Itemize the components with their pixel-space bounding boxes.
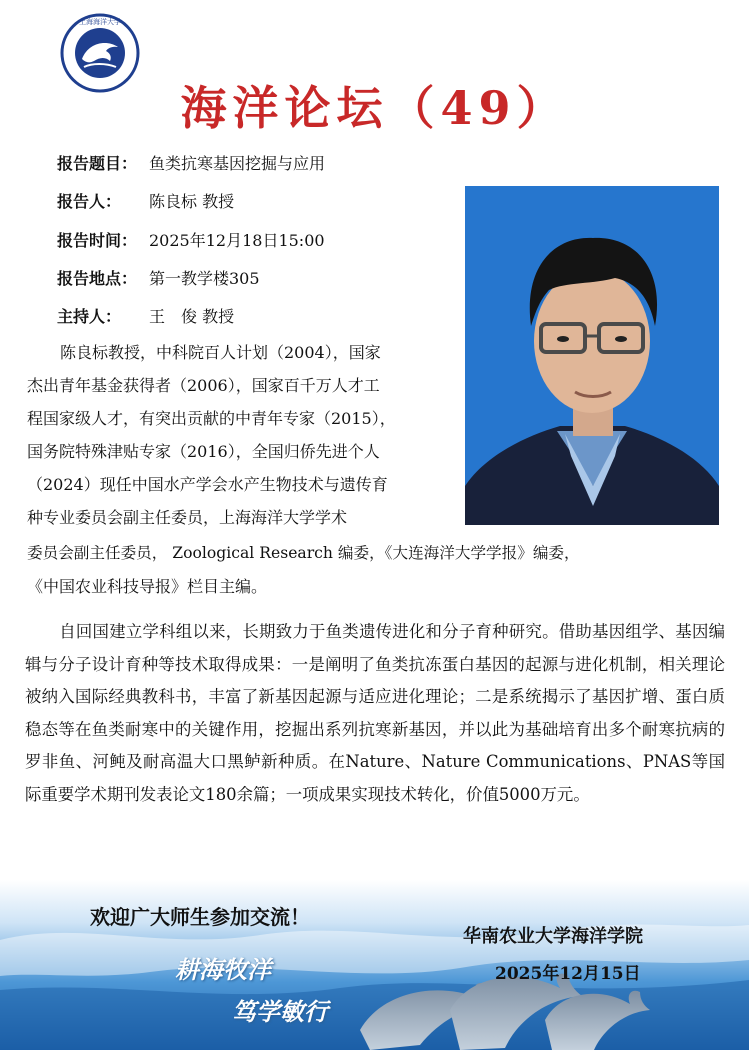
slogan-line-2: 笃学敏行 bbox=[232, 997, 328, 1026]
time-value: 2025年12月18日15:00 bbox=[149, 231, 325, 250]
issue-date: 2025年12月15日 bbox=[495, 964, 641, 984]
organizer-name: 华南农业大学海洋学院 bbox=[463, 926, 643, 947]
bio-line: （2024）现任中国水产学会水产生物技术与遗传育 bbox=[27, 475, 388, 494]
topic-value: 鱼类抗寒基因挖掘与应用 bbox=[149, 154, 326, 173]
info-row-location bbox=[57, 266, 260, 289]
bio-line: 《中国农业科技导报》栏目主编。 bbox=[27, 577, 268, 596]
research-paragraph bbox=[25, 616, 725, 811]
speaker-label: 报告人： bbox=[57, 192, 122, 211]
topic-label: 报告题目： bbox=[57, 154, 138, 173]
info-row-host bbox=[57, 304, 234, 327]
time-label: 报告时间： bbox=[57, 231, 138, 250]
svg-text:上海海洋大学: 上海海洋大学 bbox=[79, 18, 121, 26]
welcome-text: 欢迎广大师生参加交流！ bbox=[90, 905, 310, 929]
info-row-topic bbox=[57, 151, 325, 174]
page-title: 海洋论坛（49） bbox=[180, 81, 569, 135]
info-row-time bbox=[57, 228, 325, 251]
bio-line: 种专业委员会副主任委员，上海海洋大学学术 bbox=[27, 508, 348, 527]
slogan-line-1: 耕海牧洋 bbox=[175, 955, 271, 984]
info-row-speaker bbox=[57, 189, 234, 212]
speaker-value: 陈良标 教授 bbox=[149, 192, 235, 211]
bio-line: 国务院特殊津贴专家（2016），全国归侨先进个人 bbox=[27, 442, 380, 461]
bio-line: 程国家级人才，有突出贡献的中青年专家（2015）， bbox=[27, 409, 396, 428]
speaker-photo bbox=[465, 186, 719, 525]
host-value: 王 俊 教授 bbox=[149, 307, 235, 326]
bio-line: 杰出青年基金获得者（2006），国家百千万人才工 bbox=[27, 376, 380, 395]
location-value: 第一教学楼305 bbox=[149, 269, 260, 288]
location-label: 报告地点： bbox=[57, 269, 138, 288]
bio-line: 陈良标教授，中科院百人计划（2004），国家 bbox=[60, 343, 381, 362]
bio-line: 委员会副主任委员， Zoological Research 编委，《大连海洋大学学报》编委， bbox=[27, 544, 580, 562]
host-label: 主持人： bbox=[57, 307, 122, 326]
research-text: 自回国建立学科组以来，长期致力于鱼类遗传进化和分子育种研究。借助基因组学、基因编辑与分子设计育种等技术取得成果：一是阐明了鱼类抗冻蛋白基因的起源与进化机制，相关理论被纳入国际经典教科书，丰富了新基因起源与适应进化理论；二是系统揭示了基因扩增、蛋白质稳态等在鱼类耐寒中的关键作用，挖掘出系列抗寒新基因，并以此为基础培育出多个耐寒抗病的罗非鱼、河鲀及耐高温大口黑鲈新种质。在Nature、Nature Communications、PNAS等国际重要学术期刊发表论文180余篇；一项成果实现技术转化，价值5000万元。 bbox=[25, 622, 725, 804]
